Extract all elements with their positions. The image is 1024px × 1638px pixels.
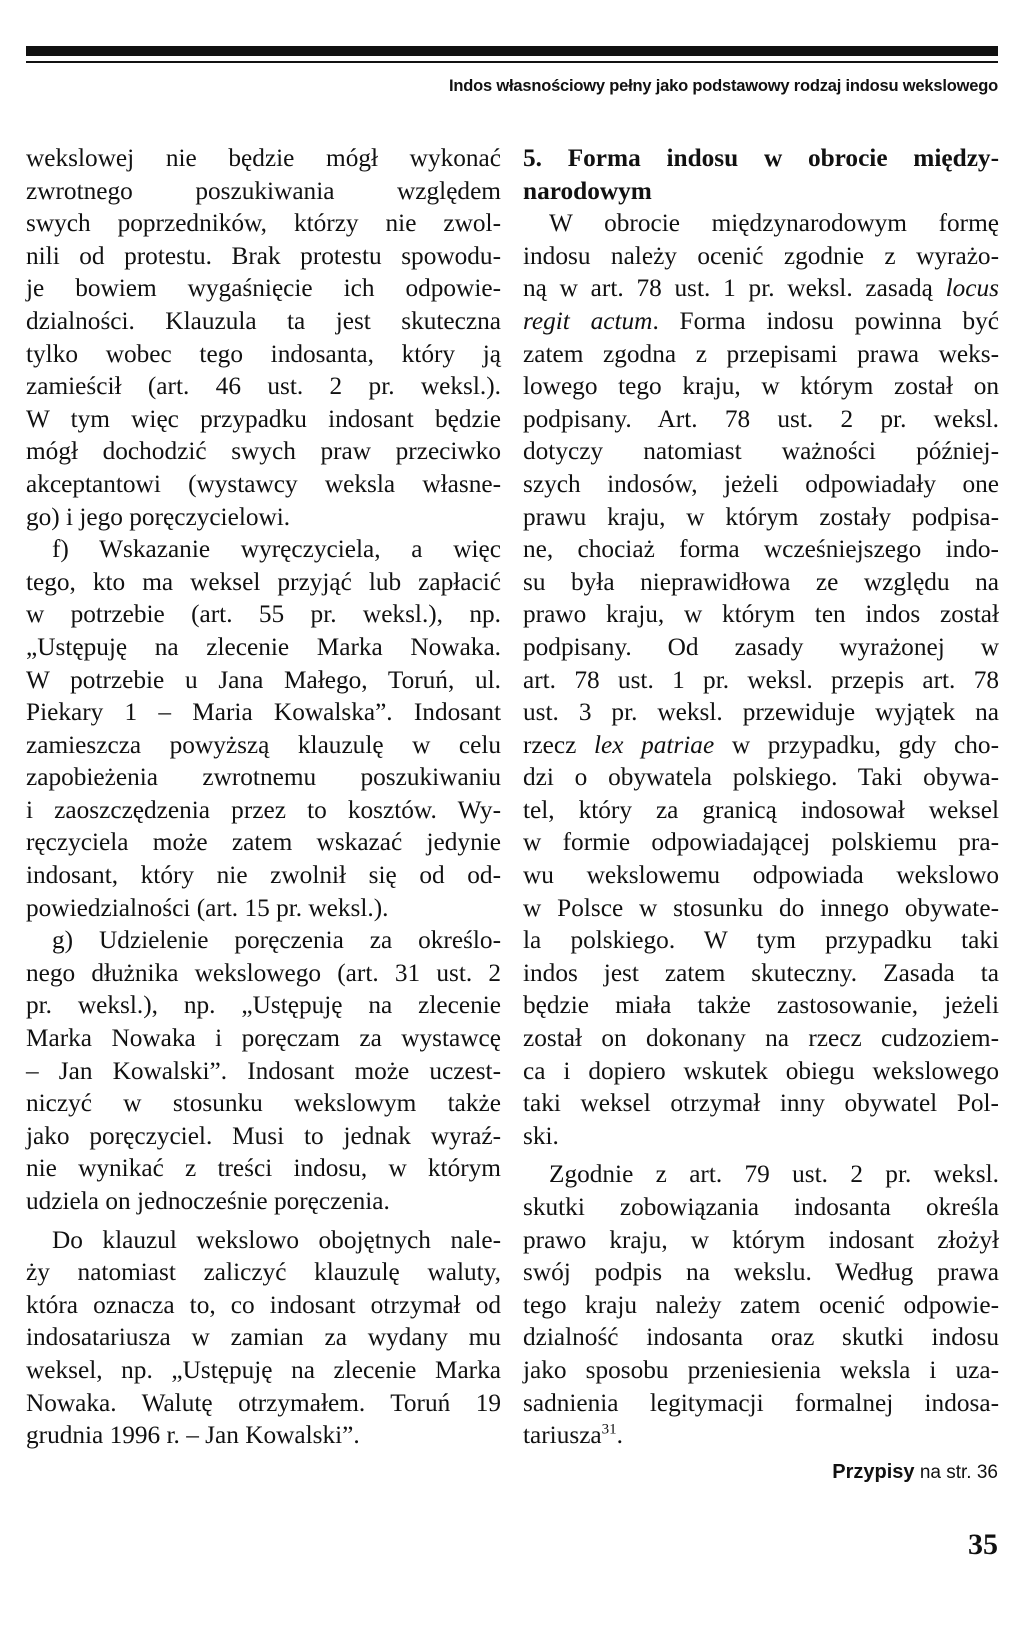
text-line: udziela on jednocześnie poręczenia.: [26, 1187, 390, 1215]
footnote-label: Przypisy: [832, 1461, 915, 1483]
text-line: W potrzebie u Jana Małego, Toruń, ul.: [26, 665, 501, 694]
text-line: tego, kto ma weksel przyjąć lub zapłacić: [26, 567, 501, 596]
text-line: prawo kraju, w którym indosant złożył: [523, 1225, 999, 1254]
text-line: nie wynikać z treści indosu, w którym: [26, 1154, 501, 1183]
text-line: niczyć w stosunku wekslowym także: [26, 1089, 501, 1118]
header-rule-thin: [26, 61, 998, 63]
text-line: akceptantowi (wystawcy weksla własne-: [26, 469, 501, 498]
text-line: szych indosów, jeżeli odpowiadały one: [523, 469, 999, 498]
text-line: w Polsce w stosunku do innego obywate-: [523, 893, 999, 922]
text-line: taki weksel otrzymał inny obywatel Pol-: [523, 1089, 999, 1118]
text-line: lowego tego kraju, w którym został on: [523, 372, 999, 401]
page-number: 35: [968, 1528, 998, 1561]
text-line: Marka Nowaka i poręczam za wystawcę: [26, 1024, 501, 1053]
text-line: prawu kraju, w którym zostały podpisa-: [523, 502, 999, 531]
text-line: ży natomiast zaliczyć klauzulę waluty,: [26, 1258, 501, 1287]
text-line: tego kraju należy zatem ocenić odpowie-: [523, 1290, 999, 1319]
text-line: – Jan Kowalski”. Indosant może uczest-: [26, 1056, 501, 1085]
footnote-location: na str. 36: [919, 1462, 998, 1483]
text-line: jako sposobu przeniesienia weksla i uza-: [523, 1355, 999, 1384]
text-line: [523, 1419, 999, 1452]
text-line: nili od protestu. Brak protestu spowodu-: [26, 241, 501, 270]
text-line: ca i dopiero wskutek obiegu wekslowego: [523, 1056, 999, 1085]
text-line: dotyczy natomiast ważności później-: [523, 437, 999, 466]
text-line: dzialności. Klauzula ta jest skuteczna: [26, 306, 501, 335]
text-span: w przypadku, gdy cho-: [714, 730, 999, 759]
text-line: wekslowej nie będzie mógł wykonać: [26, 144, 501, 172]
text-line: powiedzialności (art. 15 pr. weksl.).: [26, 893, 389, 922]
text-line: la polskiego. W tym przypadku taki: [523, 926, 999, 955]
text-line: będzie miała także zastosowanie, jeżeli: [523, 991, 999, 1020]
text-line: podpisany. Od zasady wyrażonej w: [523, 632, 999, 661]
text-line: Nowaka. Walutę otrzymałem. Toruń 19: [26, 1388, 501, 1417]
text-line: w potrzebie (art. 55 pr. weksl.), np.: [26, 600, 501, 629]
text-line: w formie odpowiadającej polskiemu pra-: [523, 828, 999, 857]
text-line: jako poręczyciel. Musi to jednak wyraź-: [26, 1121, 501, 1150]
header-rule-thick: [26, 46, 998, 56]
text-line: weksel, np. „Ustępuję na zlecenie Marka: [26, 1355, 501, 1384]
text-line: zwrotnego poszukiwania względem: [26, 176, 501, 205]
text-line: W obrocie międzynarodowym formę: [549, 209, 999, 238]
text-line: zamieścił (art. 46 ust. 2 pr. weksl.).: [26, 372, 501, 401]
text-line: ne, chociaż forma wcześniejszego indo-: [523, 535, 999, 564]
text-line: mógł dochodzić swych praw przeciwko: [26, 437, 501, 466]
text-line: nego dłużnika wekslowego (art. 31 ust. 2: [26, 958, 501, 987]
text-line: indosu należy ocenić zgodnie z wyrażo-: [523, 241, 999, 270]
text-line: je bowiem wygaśnięcie ich odpowie-: [26, 274, 501, 303]
text-span: . Forma indosu powinna być: [652, 306, 999, 335]
text-line: f) Wskazanie wyręczyciela, a więc: [52, 535, 501, 564]
text-line: indos jest zatem skuteczny. Zasada ta: [523, 958, 999, 987]
text-span: tariusza: [523, 1421, 602, 1450]
latin-term: locus: [945, 274, 999, 303]
text-line: ręczyciela może zatem wskazać jedynie: [26, 828, 501, 857]
text-line: [523, 272, 999, 305]
text-line: zatem zgodna z przepisami prawa weks-: [523, 339, 999, 368]
text-line: [523, 729, 999, 762]
text-line: tylko wobec tego indosanta, który ją: [26, 339, 501, 368]
text-line: która oznacza to, co indosant otrzymał od: [26, 1290, 501, 1319]
running-title: Indos własnościowy pełny jako podstawowy rodzaj indosu wekslowego: [448, 77, 998, 95]
text-line: podpisany. Art. 78 ust. 2 pr. weksl.: [523, 404, 999, 433]
left-column: [26, 142, 501, 1452]
text-line: zapobieżenia zwrotnemu poszukiwaniu: [26, 763, 501, 792]
text-line: grudnia 1996 r. – Jan Kowalski”.: [26, 1421, 360, 1450]
section-heading: 5. Forma indosu w obrocie między-: [523, 144, 999, 172]
latin-term: lex patriae: [593, 730, 715, 759]
text-line: Piekary 1 – Maria Kowalska”. Indosant: [26, 698, 501, 727]
text-line: su była nieprawidłowa ze względu na: [523, 567, 999, 596]
footnote-pointer: [832, 1461, 998, 1484]
text-line: swych poprzedników, którzy nie zwol-: [26, 209, 501, 238]
text-line: prawo kraju, w którym ten indos został: [523, 600, 999, 629]
text-line: wu wekslowemu odpowiada wekslowo: [523, 861, 999, 890]
text-line: ust. 3 pr. weksl. przewiduje wyjątek na: [523, 698, 999, 727]
text-line: zamieszcza powyższą klauzulę w celu: [26, 730, 501, 759]
latin-term: regit actum: [523, 306, 653, 335]
text-line: [523, 305, 999, 338]
footnote-reference[interactable]: 31: [601, 1421, 617, 1438]
text-line: pr. weksl.), np. „Ustępuję na zlecenie: [26, 991, 501, 1020]
text-line: „Ustępuję na zlecenie Marka Nowaka.: [26, 632, 501, 661]
text-line: indosant, który nie zwolnił się od od-: [26, 861, 501, 890]
text-line: go) i jego poręczycielowi.: [26, 502, 291, 531]
text-line: ski.: [523, 1121, 559, 1150]
text-line: indosatariusza w zamian za wydany mu: [26, 1323, 501, 1352]
text-span: .: [616, 1421, 623, 1450]
text-line: g) Udzielenie poręczenia za określo-: [52, 926, 501, 955]
text-line: został on dokonany na rzecz cudzoziem-: [523, 1024, 999, 1053]
text-line: tel, który za granicą indosował weksel: [523, 795, 999, 824]
text-line: W tym więc przypadku indosant będzie: [26, 404, 501, 433]
text-line: dzi o obywatela polskiego. Taki obywa-: [523, 763, 999, 792]
text-line: sadnienia legitymacji formalnej indosa-: [523, 1388, 999, 1417]
text-span: rzecz: [523, 730, 594, 759]
text-line: Do klauzul wekslowo obojętnych nale-: [52, 1225, 501, 1254]
text-line: art. 78 ust. 1 pr. weksl. przepis art. 78: [523, 665, 999, 694]
text-line: dzialność indosanta oraz skutki indosu: [523, 1323, 999, 1352]
section-heading: narodowym: [523, 176, 652, 205]
right-column: [523, 142, 999, 1452]
text-line: i zaoszczędzenia przez to kosztów. Wy-: [26, 795, 501, 824]
text-span: ną w art. 78 ust. 1 pr. weksl. zasadą: [523, 274, 946, 303]
text-line: skutki zobowiązania indosanta określa: [523, 1193, 999, 1221]
text-line: Zgodnie z art. 79 ust. 2 pr. weksl.: [549, 1160, 999, 1189]
text-line: swój podpis na wekslu. Według prawa: [523, 1258, 999, 1287]
